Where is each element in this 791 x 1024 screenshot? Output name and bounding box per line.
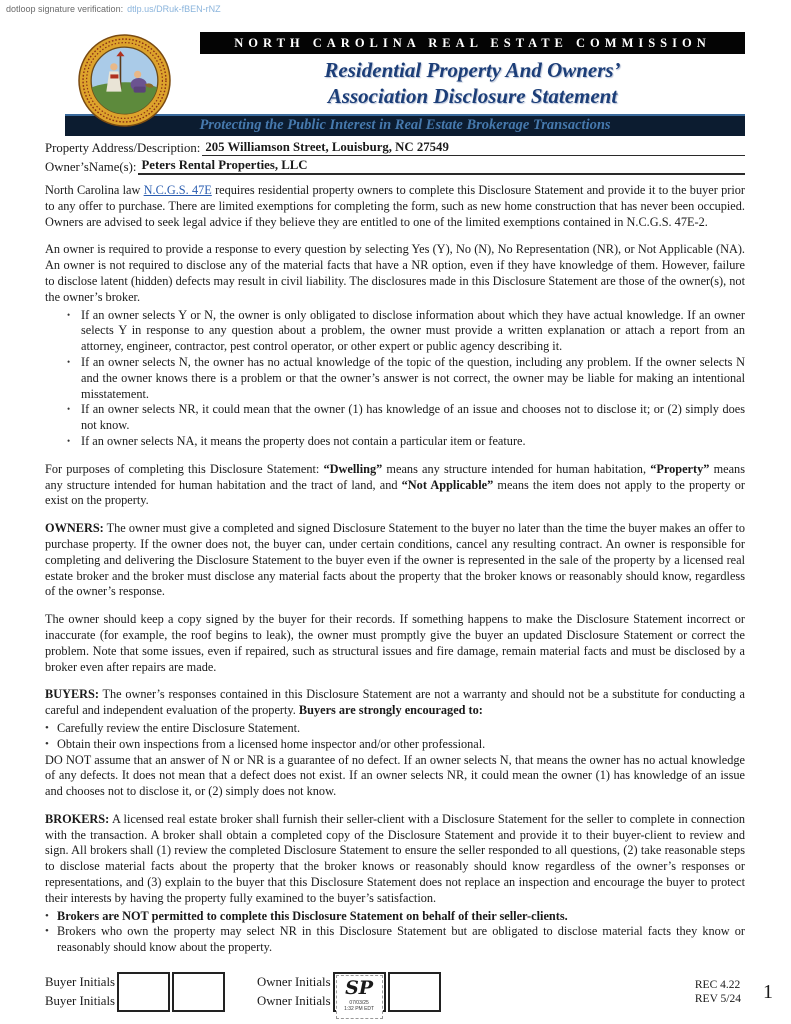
list-item-text: Obtain their own inspections from a licensed home inspector and/or other professional. bbox=[57, 736, 486, 751]
list-item-text: If an owner selects Y or N, the owner is only obligated to disclose information about which they have actual knowledge. If an owner selects Y in response to any question about a problem, the owner must provide a written explanation or attach a report from an attorney, engineer, contractor, pest control operator, or other expert or public agency describing it. bbox=[81, 307, 745, 354]
bullet-icon: • bbox=[67, 356, 71, 367]
list-item bbox=[45, 924, 745, 956]
paragraph-definitions bbox=[45, 462, 745, 509]
paragraph-brokers bbox=[45, 812, 745, 956]
list-item bbox=[67, 434, 745, 450]
property-address-row bbox=[45, 140, 745, 156]
bullet-icon: • bbox=[67, 404, 71, 415]
header-text-block bbox=[200, 32, 745, 109]
brokers-heading: BROKERS: bbox=[45, 811, 110, 826]
paragraph-responses: An owner is required to provide a response to every question by selecting Yes (Y), No (N), No Representation (NR), or Not Applicable (NA). An owner is not required to disclose any of the material facts that have a NR option, even if they have knowledge of them. However, failure to disclose latent (hidden) defects may result in civil liability. The disclosures made in this Disclosure Statement are those of the owner(s), not the owner’s broker. bbox=[45, 242, 745, 304]
owner-initials-labels bbox=[257, 973, 331, 1011]
response-options-list bbox=[45, 308, 745, 450]
buyer-initials-label: Buyer Initials bbox=[45, 975, 116, 989]
commission-banner: NORTH CAROLINA REAL ESTATE COMMISSION bbox=[200, 32, 745, 54]
bullet-icon: • bbox=[45, 925, 49, 938]
paragraph-owner-copy: The owner should keep a copy signed by the buyer for their records. If something happens to make the Disclosure Statement incorrect or inaccurate (for example, the roof begins to leak), the owner must promptly give the buyer an updated Disclosure Statement or correct the problem. Note that some issues, even if repaired, such as structural issues and fire damage, remain material facts and must be disclosed by a broker even after repairs are made. bbox=[45, 612, 745, 674]
buyer-initials-label: Buyer Initials bbox=[45, 994, 116, 1008]
document-header bbox=[45, 32, 745, 136]
paragraph-text: A licensed real estate broker shall furnish their seller-client with a Disclosure Statement for the seller to complete in connection with the transaction. A broker shall obtain a completed copy of the Disclosure Statement and provide it to their buyer-client to review and sign. All brokers shall (1) review the completed Disclosure Statement to ensure the seller responded to all questions, (2) take reasonable steps to disclose material facts about the property that the broker knows or reasonably should know regardless of the owner’s responses or representations, and (3) explain to the buyer that this Disclosure Statement does not replace an inspection and encourage the buyer to protect their interests by having the property fully examined to the buyer’s satisfaction. bbox=[45, 811, 745, 905]
verification-label: dotloop signature verification: bbox=[6, 4, 124, 14]
document-body bbox=[45, 183, 745, 956]
stamp-time: 1:32 PM EDT bbox=[344, 1006, 375, 1012]
list-item bbox=[45, 909, 745, 925]
property-address-field[interactable]: 205 Williamson Street, Louisburg, NC 27549 bbox=[202, 140, 745, 156]
verification-strip bbox=[6, 4, 221, 14]
nc-state-seal-icon bbox=[78, 34, 171, 127]
paragraph-text: The owner must give a completed and signed Disclosure Statement to the buyer no later than the time the buyer makes an offer to purchase property. If the owner does not, the buyer can, under certain conditions, cancel any resulting contract. An owner is responsible for completing and delivering the Disclosure Statement to the buyer even if the owner is represented in the sale of the property by a licensed real estate broker and the broker must disclose any material facts about the property that the broker knows or reasonably should know, regardless of the owner’s response. bbox=[45, 521, 745, 599]
verification-link[interactable]: dtlp.us/DRuk-fBEN-rNZ bbox=[127, 4, 221, 14]
list-item-text: If an owner selects NA, it means the property does not contain a particular item or feature. bbox=[81, 433, 526, 448]
page-title bbox=[200, 58, 745, 109]
list-item bbox=[45, 721, 745, 737]
buyers-donot-text: DO NOT assume that an answer of N or NR is a guarantee of no defect. If an owner selects N, that means the owner has no actual knowledge of any defects. It does not mean that a defect does not exist. If an owner selects NR, it could mean the owner (1) has knowledge of an issue and chooses not to disclose it, or (2) simply does not know. bbox=[45, 752, 745, 799]
paragraph-text: For purposes of completing this Disclosure Statement: bbox=[45, 461, 324, 476]
buyers-encouraged-text: Buyers are strongly encouraged to: bbox=[298, 703, 483, 718]
owners-heading: OWNERS: bbox=[45, 521, 104, 536]
stamp-initials: SP bbox=[345, 977, 374, 999]
buyers-list bbox=[45, 721, 745, 753]
brokers-bold-rule: Brokers are NOT permitted to complete this Disclosure Statement on behalf of their seller-clients. bbox=[57, 908, 568, 923]
bullet-icon: • bbox=[45, 737, 49, 750]
page-number: 1 bbox=[763, 980, 773, 1003]
form-revision-block bbox=[695, 978, 741, 1006]
list-item-text: If an owner selects N, the owner has no actual knowledge of the topic of the question, including any problem. If the owner selects N and the owner knows there is a problem or that the owner’s answer is not correct, the owner may be liable for making an intentional misstatement. bbox=[81, 354, 745, 401]
owner-name-row bbox=[45, 158, 745, 175]
owner-initials-label: Owner Initials bbox=[257, 975, 331, 989]
list-item bbox=[45, 737, 745, 753]
paragraph-text: means the item does not apply to the property or exist on the property. bbox=[45, 477, 745, 508]
initials-footer bbox=[45, 972, 779, 1012]
paragraph-text: requires residential property owners to complete this Disclosure Statement and provide it to the buyer prior to any offer to purchase. There are limited exemptions for completing the form, such as new home construction that has never been occupied. Owners are advised to seek legal advice if they believe they are entitled to one of the limited exemptions contained in N.C.G.S. 47E-2. bbox=[45, 183, 745, 229]
property-address-label: Property Address/Description: bbox=[45, 141, 201, 155]
paragraph-text: The owner’s responses contained in this Disclosure Statement are not a warranty and should not be a substitute for conducting a careful and independent evaluation of the property. bbox=[45, 687, 745, 718]
bullet-icon: • bbox=[45, 909, 49, 922]
list-item-text: Brokers who own the property may select NR in this Disclosure Statement but are obligated to disclose material facts they know or reasonably should know about the property. bbox=[57, 924, 745, 955]
buyer-initials-box-2[interactable] bbox=[172, 972, 225, 1012]
ncgs-47e-link[interactable]: N.C.G.S. 47E bbox=[143, 183, 212, 197]
title-line-1: Residential Property And Owners’ bbox=[324, 58, 621, 82]
list-item bbox=[67, 402, 745, 434]
brokers-list bbox=[45, 909, 745, 956]
bullet-icon: • bbox=[67, 309, 71, 320]
bullet-icon: • bbox=[45, 721, 49, 734]
paragraph-text: means any structure intended for human habitation and the tract of land, and bbox=[45, 461, 745, 492]
owner-name-label: Owner’sName(s): bbox=[45, 160, 137, 174]
term-dwelling: “Dwelling” bbox=[323, 461, 383, 476]
list-item bbox=[67, 355, 745, 402]
paragraph-owners bbox=[45, 521, 745, 600]
list-item bbox=[67, 308, 745, 355]
title-line-2: Association Disclosure Statement bbox=[327, 83, 618, 108]
owner-name-field[interactable]: Peters Rental Properties, LLC bbox=[138, 158, 745, 175]
paragraph-text: North Carolina law bbox=[45, 183, 144, 197]
rev-number: REV 5/24 bbox=[694, 993, 741, 1005]
paragraph-law bbox=[45, 183, 745, 230]
paragraph-buyers bbox=[45, 687, 745, 800]
rec-number: REC 4.22 bbox=[694, 979, 741, 991]
form-fields bbox=[45, 140, 745, 177]
stamp-date: 07/03/25 bbox=[349, 1000, 369, 1006]
buyers-heading: BUYERS: bbox=[45, 687, 99, 702]
tagline-banner: Protecting the Public Interest in Real Estate Brokerage Transactions bbox=[65, 114, 745, 136]
bullet-icon: • bbox=[67, 435, 71, 446]
owner-initials-box-signed[interactable] bbox=[333, 972, 386, 1012]
term-not-applicable: “Not Applicable” bbox=[401, 477, 494, 492]
term-property: “Property” bbox=[650, 461, 710, 476]
paragraph-text: means any structure intended for human habitation, bbox=[382, 461, 651, 476]
list-item-text: Carefully review the entire Disclosure Statement. bbox=[57, 720, 301, 735]
owner-initials-label: Owner Initials bbox=[257, 994, 331, 1008]
buyer-initials-labels bbox=[45, 973, 115, 1011]
dotloop-initials-stamp[interactable] bbox=[336, 975, 383, 1019]
list-item-text: If an owner selects NR, it could mean that the owner (1) has knowledge of an issue and chooses not to disclose it; or (2) simply does not know. bbox=[81, 402, 745, 433]
owner-initials-box-2[interactable] bbox=[388, 972, 441, 1012]
buyer-initials-box-1[interactable] bbox=[117, 972, 170, 1012]
